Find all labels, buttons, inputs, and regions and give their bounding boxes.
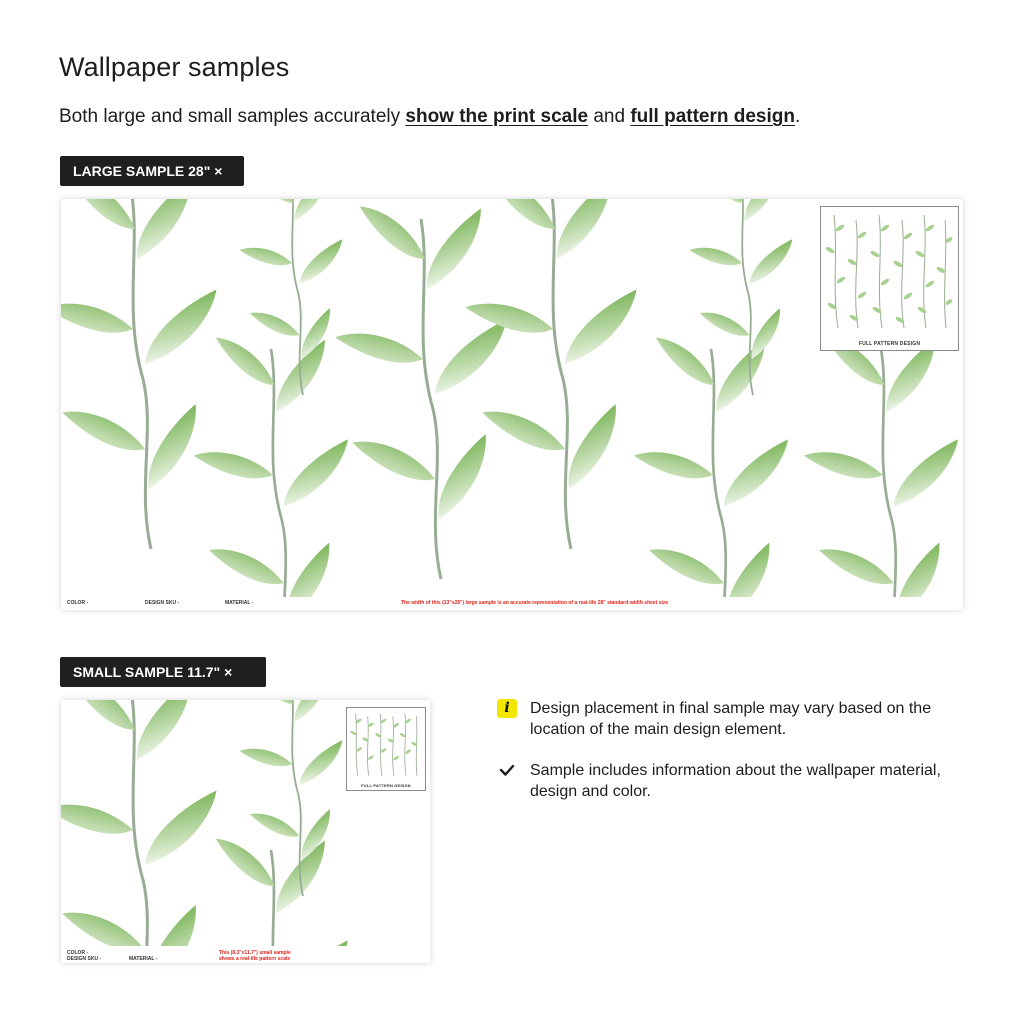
footer-material-label: MATERIAL - — [129, 956, 158, 962]
leaf-sprig — [634, 325, 802, 610]
subtitle-text-end: . — [795, 106, 801, 127]
leaf-sprig — [465, 199, 652, 549]
small-sample-label: SMALL SAMPLE 11.7" × — [60, 657, 266, 687]
large-sample-preview — [61, 199, 963, 610]
full-pattern-inset — [346, 707, 426, 791]
footer-scale-note-line2: shows a real-life pattern scale — [219, 956, 291, 962]
footer-scale-note: The width of this (13"x28") large sample is an accurate representation of a real-life 28" standard-width sheet size — [401, 600, 669, 606]
full-pattern-thumbnail — [824, 210, 955, 334]
leaf-sprig — [194, 826, 362, 963]
checkmark-icon — [499, 761, 515, 779]
info-icon: i — [497, 699, 517, 718]
small-sample-preview — [61, 700, 430, 963]
subtitle-highlight-full-pattern: full pattern design — [630, 106, 795, 127]
leaf-sprig — [335, 199, 522, 579]
inset-caption: FULL PATTERN DESIGN — [858, 341, 921, 347]
footer-color-label: COLOR - — [67, 950, 89, 956]
footer-material-label: MATERIAL - — [225, 600, 254, 606]
footer-scale-note-line1: This (8.3"x11.7") small sample — [219, 950, 291, 956]
subtitle-highlight-print-scale: show the print scale — [405, 106, 589, 127]
page-title: Wallpaper samples — [59, 52, 290, 82]
footer-sku-label: DESIGN SKU - — [67, 956, 102, 962]
subtitle-text-mid: and — [588, 106, 631, 127]
leaf-sprig — [61, 199, 232, 549]
page-subtitle — [59, 106, 800, 128]
info-item-text: Sample includes information about the wallpaper material, design and color. — [530, 762, 941, 800]
large-sample-label: LARGE SAMPLE 28" × — [60, 156, 244, 186]
leaf-sprig — [804, 325, 963, 610]
info-item-text: Design placement in final sample may vary based on the location of the main design element. — [530, 700, 932, 738]
footer-color-label: COLOR - — [67, 600, 89, 606]
footer-sku-label: DESIGN SKU - — [145, 600, 180, 606]
full-pattern-inset — [820, 206, 959, 351]
subtitle-text-start: Both large and small samples accurately — [59, 106, 406, 127]
leaf-sprig — [61, 700, 232, 963]
full-pattern-thumbnail — [350, 711, 422, 779]
leaf-sprig — [194, 325, 362, 610]
inset-caption: FULL PATTERN DESIGN — [361, 783, 411, 788]
